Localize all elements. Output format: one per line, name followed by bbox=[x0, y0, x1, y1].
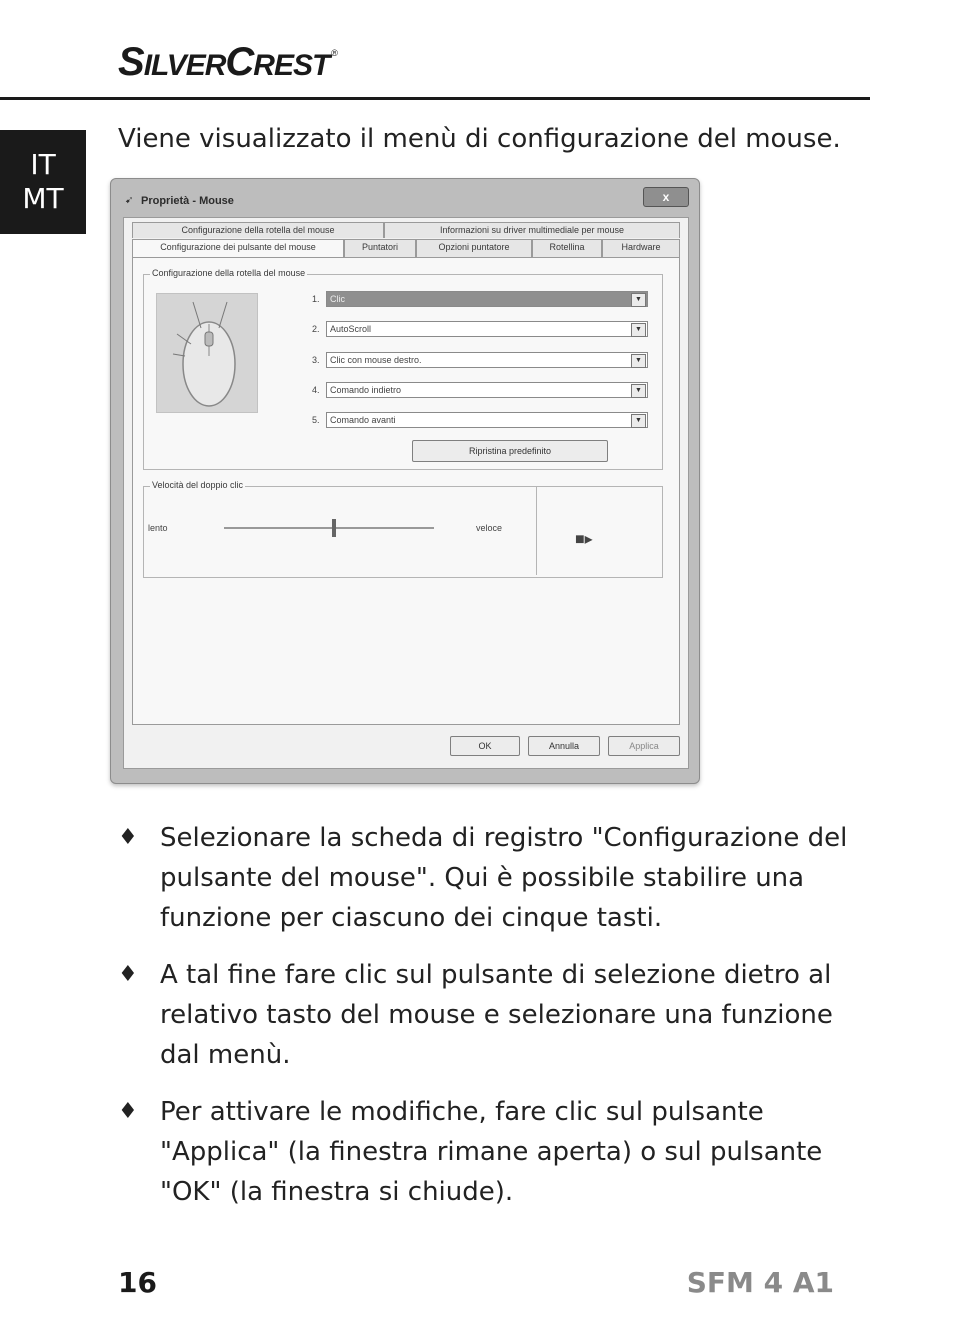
button-4-select[interactable]: Comando indietro ▼ bbox=[326, 382, 648, 398]
tab-button-config[interactable]: Configurazione dei pulsante del mouse bbox=[132, 239, 344, 258]
slow-label: lento bbox=[148, 523, 168, 533]
chevron-down-icon[interactable]: ▼ bbox=[631, 354, 646, 368]
folder-icon[interactable]: ■▸ bbox=[575, 531, 593, 548]
cancel-button[interactable]: Annulla bbox=[528, 736, 600, 756]
language-tab bbox=[0, 130, 86, 234]
tab-pointer-options[interactable]: Opzioni puntatore bbox=[416, 239, 532, 257]
apply-button[interactable]: Applica bbox=[608, 736, 680, 756]
instruction-item bbox=[118, 955, 848, 1075]
header-rule bbox=[0, 97, 870, 100]
tab-pointers[interactable]: Puntatori bbox=[344, 239, 416, 257]
button-1-select[interactable]: Clic ▼ bbox=[326, 291, 648, 307]
diamond-bullet-icon: ♦ bbox=[118, 825, 138, 850]
button-number: 3. bbox=[312, 355, 320, 365]
button-row-5 bbox=[312, 412, 652, 430]
chevron-down-icon[interactable]: ▼ bbox=[631, 384, 646, 398]
dialog-titlebar bbox=[117, 185, 693, 215]
tab-wheel-config[interactable]: Configurazione della rotella del mouse bbox=[132, 222, 384, 238]
mouse-icon: ➹ bbox=[125, 195, 134, 206]
tab-page bbox=[132, 257, 680, 725]
tab-row-top bbox=[132, 222, 680, 238]
instruction-text: Selezionare la scheda di registro "Configurazione del pulsante del mouse". Qui è possibile stabilire una funzione per ciascuno dei cinque tasti. bbox=[160, 823, 848, 933]
test-area[interactable] bbox=[536, 487, 633, 575]
buttons-group-label: Configurazione della rotella del mouse bbox=[152, 268, 306, 278]
mouse-properties-dialog bbox=[110, 178, 700, 784]
button-5-select[interactable]: Comando avanti ▼ bbox=[326, 412, 648, 428]
language-code-it: IT bbox=[30, 148, 56, 181]
button-number: 4. bbox=[312, 385, 320, 395]
language-code-mt: MT bbox=[22, 182, 64, 215]
dialog-title: Proprietà - Mouse bbox=[141, 195, 234, 207]
fast-label: veloce bbox=[476, 523, 503, 533]
chevron-down-icon[interactable]: ▼ bbox=[631, 293, 646, 307]
tab-driver-info[interactable]: Informazioni su driver multimediale per mouse bbox=[384, 222, 680, 238]
button-row-4 bbox=[312, 382, 652, 400]
instruction-text: A tal fine fare clic sul pulsante di selezione dietro al relativo tasto del mouse e selezionare una funzione dal menù. bbox=[160, 960, 833, 1070]
buttons-group bbox=[143, 268, 663, 470]
intro-text: Viene visualizzato il menù di configurazione del mouse. bbox=[118, 124, 841, 154]
mouse-icon bbox=[157, 294, 257, 412]
mouse-diagram-image bbox=[156, 293, 258, 413]
double-click-speed-group bbox=[143, 480, 663, 578]
restore-defaults-button[interactable]: Ripristina predefinito bbox=[412, 440, 608, 462]
tab-wheel[interactable]: Rotellina bbox=[532, 239, 602, 257]
instruction-item bbox=[118, 1092, 848, 1212]
chevron-down-icon[interactable]: ▼ bbox=[631, 414, 646, 428]
button-3-select[interactable]: Clic con mouse destro. ▼ bbox=[326, 352, 648, 368]
instruction-list bbox=[118, 818, 848, 1229]
button-number: 2. bbox=[312, 324, 320, 334]
diamond-bullet-icon: ♦ bbox=[118, 962, 138, 987]
page-number: 16 bbox=[118, 1266, 157, 1299]
diamond-bullet-icon: ♦ bbox=[118, 1099, 138, 1124]
speed-slider-track[interactable] bbox=[224, 527, 434, 529]
button-row-1 bbox=[312, 291, 652, 309]
button-row-3 bbox=[312, 352, 652, 370]
button-number: 1. bbox=[312, 294, 320, 304]
dialog-client bbox=[123, 217, 689, 769]
chevron-down-icon[interactable]: ▼ bbox=[631, 323, 646, 337]
speed-slider-thumb[interactable] bbox=[332, 519, 336, 537]
tab-hardware[interactable]: Hardware bbox=[602, 239, 680, 257]
speed-group-label: Velocità del doppio clic bbox=[152, 480, 244, 490]
button-number: 5. bbox=[312, 415, 320, 425]
button-row-2 bbox=[312, 321, 652, 339]
close-button[interactable]: x bbox=[643, 187, 689, 207]
brand-logo: SILVERCREST ® bbox=[118, 40, 337, 84]
tab-row-bottom bbox=[132, 239, 680, 257]
instruction-item bbox=[118, 818, 848, 938]
model-number: SFM 4 A1 bbox=[686, 1266, 834, 1299]
instruction-text: Per attivare le modifiche, fare clic sul pulsante "Applica" (la finestra rimane aperta) o sul pulsante "OK" (la finestra si chiude). bbox=[160, 1097, 823, 1207]
ok-button[interactable]: OK bbox=[450, 736, 520, 756]
button-2-select[interactable]: AutoScroll ▼ bbox=[326, 321, 648, 337]
